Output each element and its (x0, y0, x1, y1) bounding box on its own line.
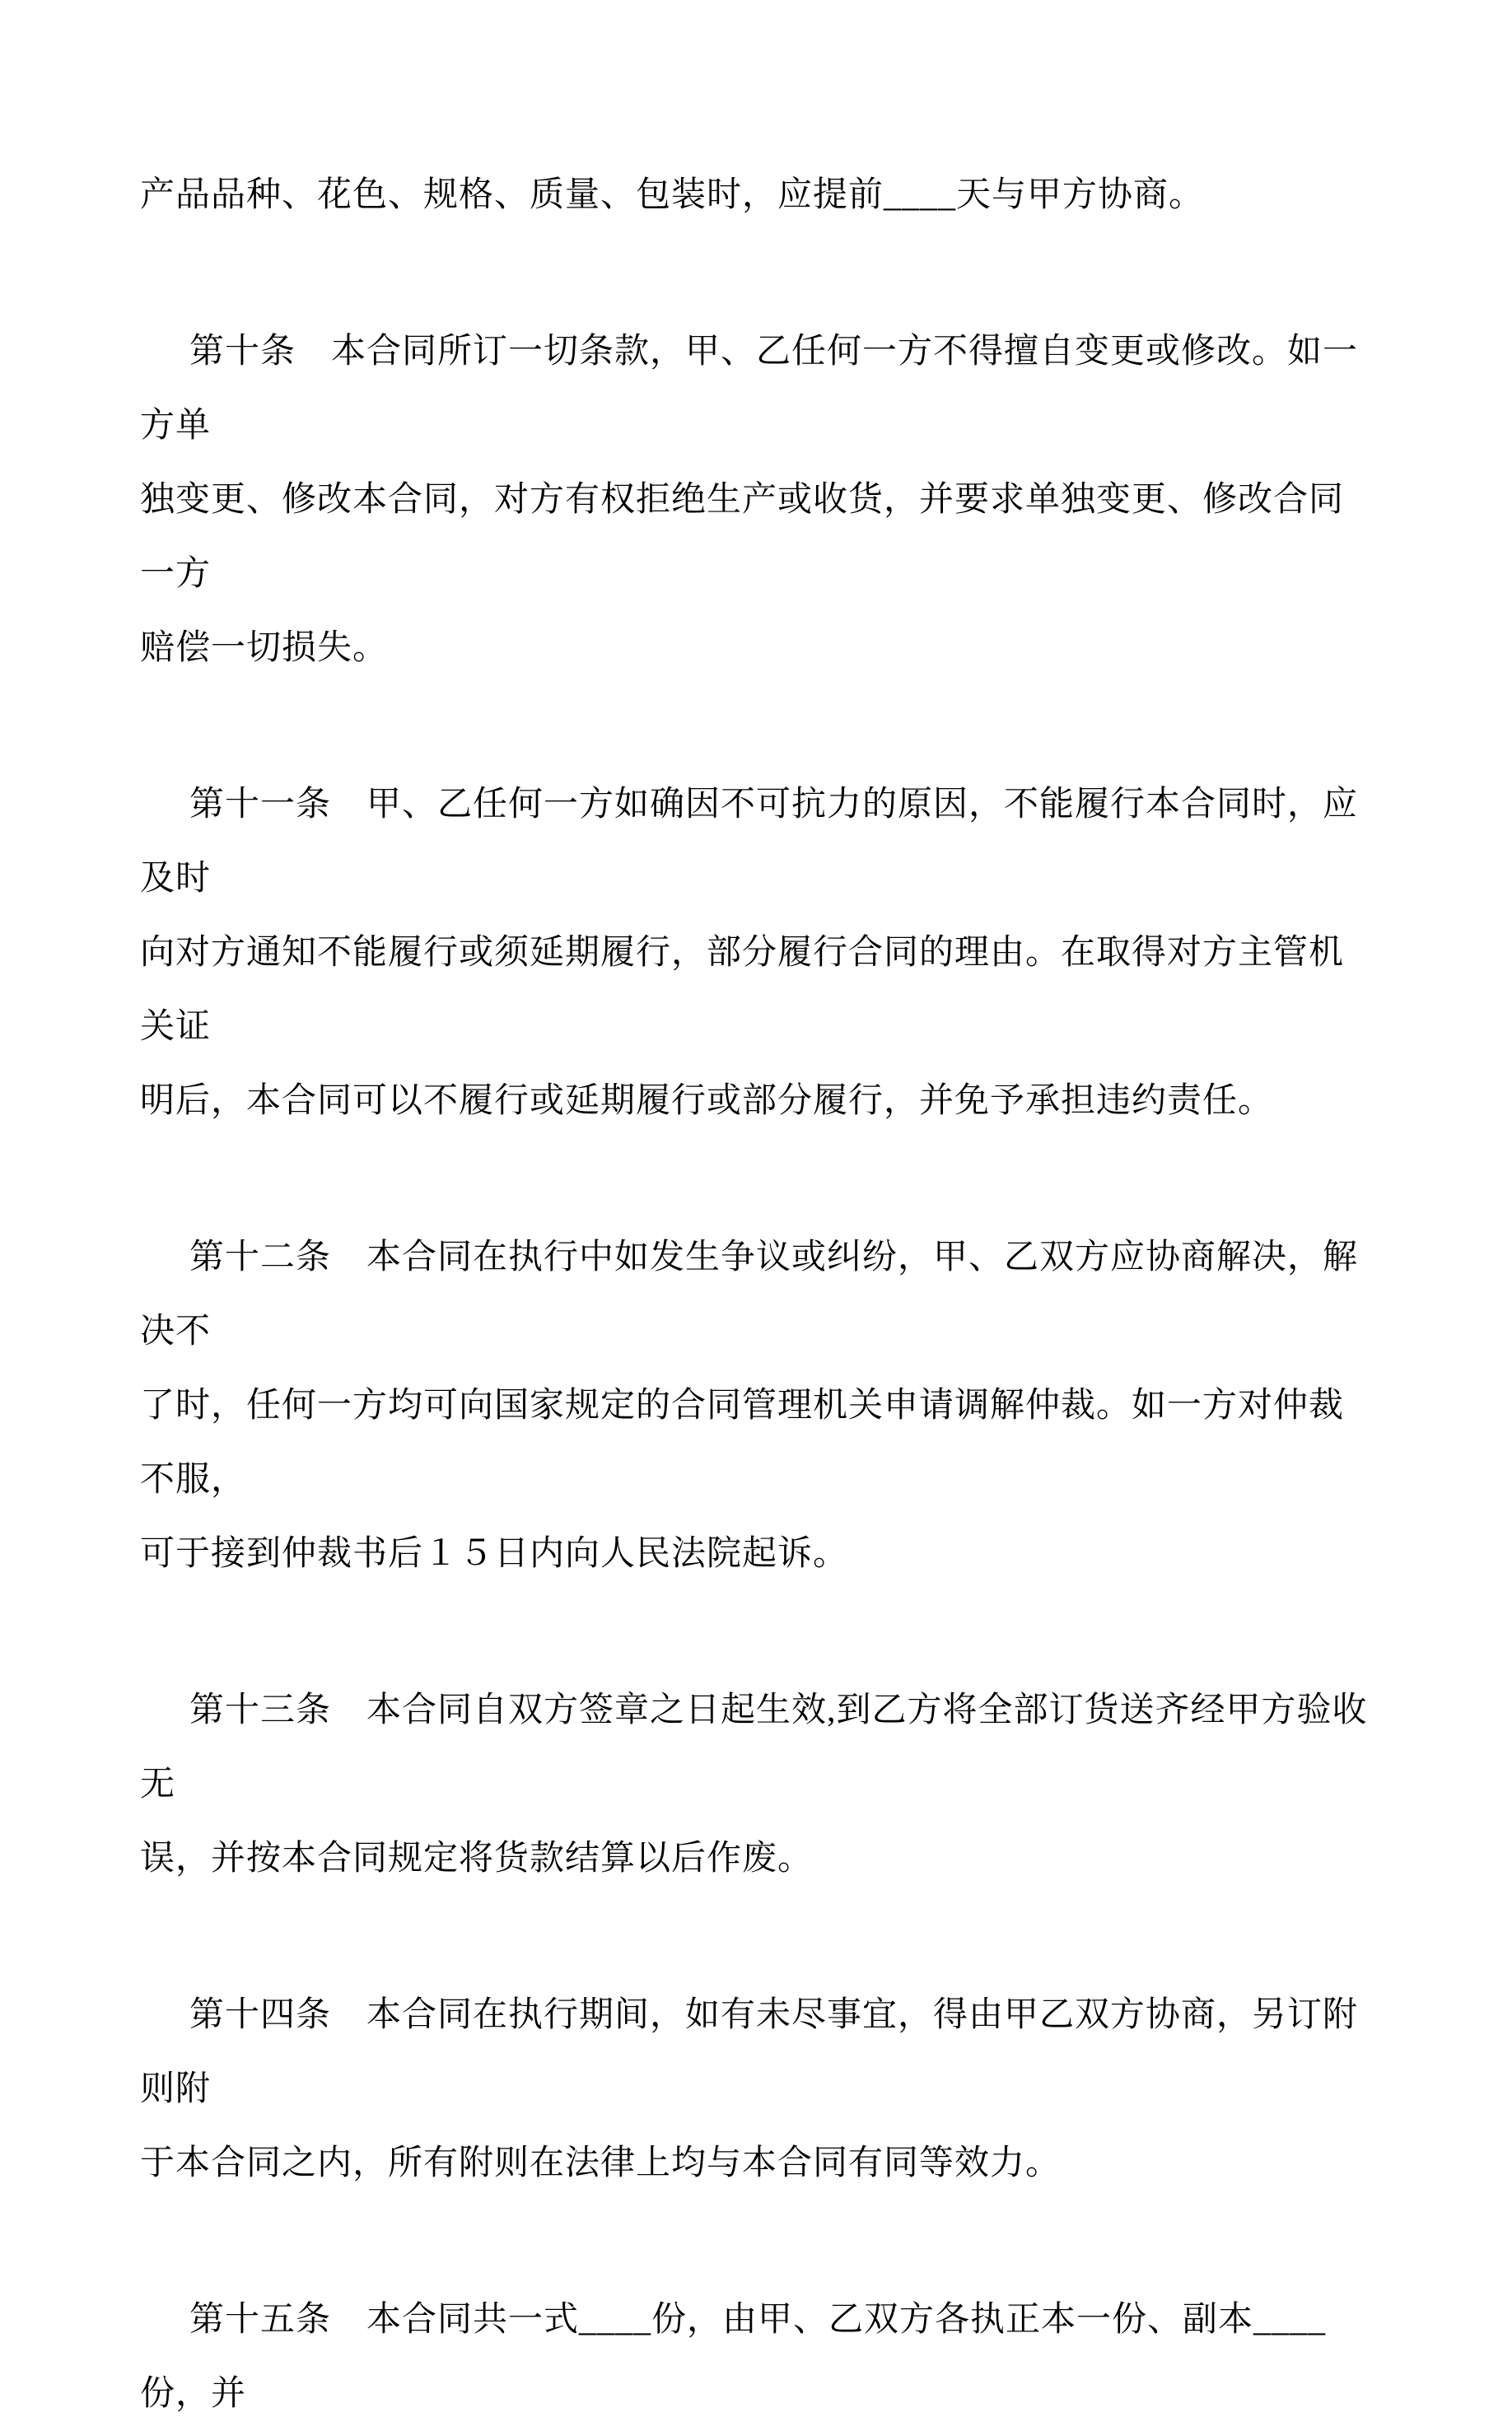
text-line: 赔偿一切损失。 (140, 629, 389, 667)
document-body (140, 158, 1374, 2431)
text-line: 明后，本合同可以不履行或延期履行或部分履行，并免予承担违约责任。 (140, 1082, 1274, 1120)
text-line: 向对方通知不能履行或须延期履行，部分履行合同的理由。在取得对方主管机关证 (140, 934, 1345, 1046)
text-line: 了时，任何一方均可向国家规定的合同管理机关申请调解仲裁。如一方对仲裁不服， (140, 1387, 1345, 1499)
text-line: 于本合同之内，所有附则在法律上均与本合同有同等效力。 (140, 2144, 1062, 2182)
text-line: 可于接到仲裁书后１５日内向人民法院起诉。 (140, 1535, 849, 1573)
paragraph (140, 1220, 1374, 1591)
text-line: 第十条 本合同所订一切条款，甲、乙任何一方不得擅自变更或修改。如一方单 (140, 333, 1359, 445)
text-line: 独变更、修改本合同，对方有权拒绝生产或收货，并要求单独变更、修改合同一方 (140, 481, 1345, 593)
text-line: 第十五条 本合同共一式____份，由甲、乙双方各执正本一份、副本____份，并 (140, 2301, 1327, 2413)
text-line: 第十二条 本合同在执行中如发生争议或纠纷，甲、乙双方应协商解决，解决不 (140, 1239, 1359, 1351)
paragraph (140, 1673, 1374, 1896)
paragraph (140, 158, 1374, 232)
text-line: 误，并按本合同规定将货款结算以后作废。 (140, 1840, 814, 1878)
paragraph (140, 768, 1374, 1138)
paragraph (140, 1978, 1374, 2200)
text-line: 第十一条 甲、乙任何一方如确因不可抗力的原因，不能履行本合同时，应及时 (140, 786, 1359, 898)
paragraph (140, 315, 1374, 685)
paragraph (140, 2283, 1374, 2431)
text-line: 产品品种、花色、规格、质量、包装时，应提前____天与甲方协商。 (140, 176, 1205, 214)
text-line: 第十四条 本合同在执行期间，如有未尽事宜，得由甲乙双方协商，另订附则附 (140, 1996, 1359, 2108)
text-line: 第十三条 本合同自双方签章之日起生效,到乙方将全部订货送齐经甲方验收无 (140, 1691, 1368, 1803)
